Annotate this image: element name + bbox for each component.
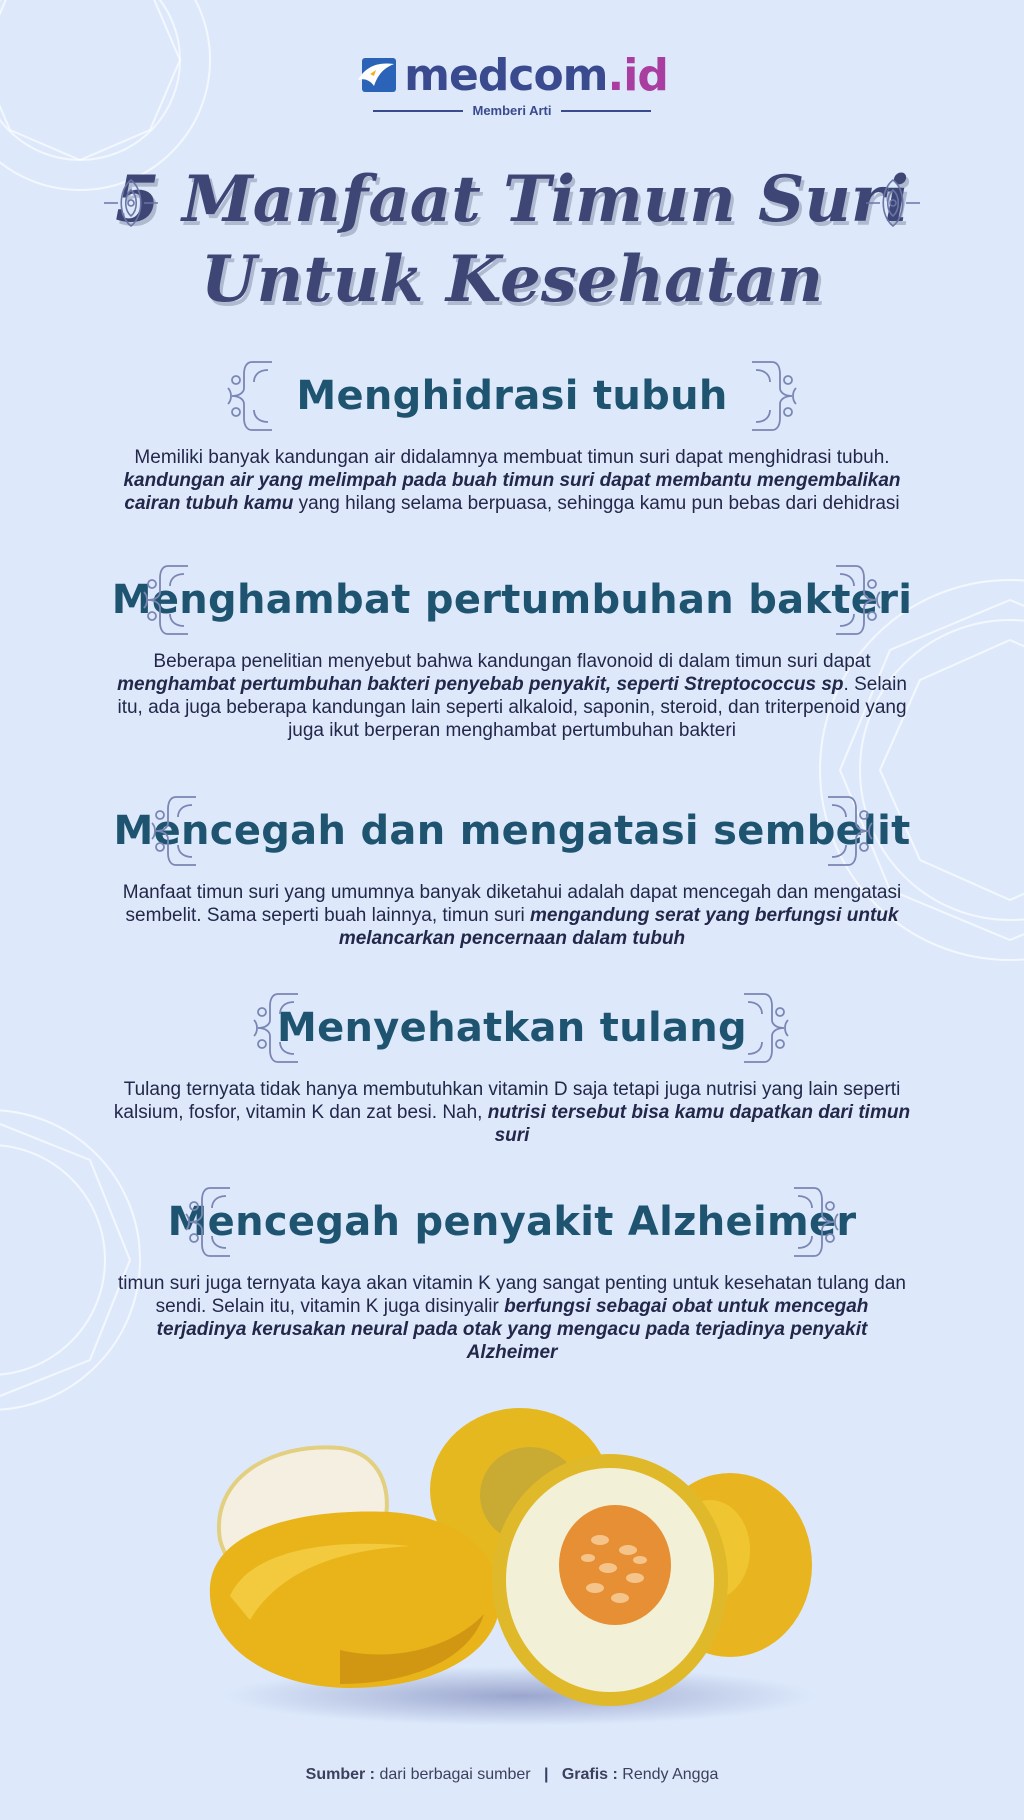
section-heading: Menghambat pertumbuhan bakteri <box>111 577 913 623</box>
body-text-fragment: Tulang ternyata tidak hanya membutuhkan vitamin D saja tetapi juga nutrisi yang lain seperti kalsium, fosfor, vitamin K dan zat besi. Nah, <box>113 1079 901 1123</box>
section-heading: Menyehatkan tulang <box>276 1005 747 1051</box>
graphic-value: Rendy Angga <box>622 1766 719 1783</box>
body-text-fragment: . Selain itu, ada juga beberapa kandungan lain seperti alkaloid, saponin, steroid, dan triterpenoid yang juga ikut berperan menghambat pertumbuhan bakteri <box>117 674 907 741</box>
bracket-ornament-right-icon <box>742 358 802 434</box>
section-constipation <box>0 791 1024 950</box>
title-line-2: Untuk Kesehatan <box>200 242 824 317</box>
section-hydration <box>0 356 1024 515</box>
bracket-ornament-right-icon <box>826 562 886 638</box>
ornament-icon <box>862 172 924 234</box>
graphic-label: Grafis : <box>561 1766 618 1783</box>
section-body <box>112 446 912 515</box>
section-alzheimer <box>0 1182 1024 1364</box>
emphasized-text: mengandung serat yang berfungsi untuk melancarkan pencernaan dalam tubuh <box>338 905 899 949</box>
main-title <box>0 160 1024 320</box>
bracket-ornament-left-icon <box>248 990 308 1066</box>
section-body <box>112 650 912 742</box>
body-text-fragment: timun suri juga ternyata kaya akan vitamin K yang sangat penting untuk kesehatan tulang dan sendi. Selain itu, vitamin K juga disinyalir <box>118 1273 906 1317</box>
brand-logo <box>0 50 1024 118</box>
bracket-ornament-left-icon <box>146 793 206 869</box>
footer-credits <box>0 1766 1024 1784</box>
section-body <box>112 881 912 950</box>
body-text-fragment: Manfaat timun suri yang umumnya banyak diketahui adalah dapat mencegah dan mengatasi sembelit. Sama seperti buah lainnya, timun suri <box>122 882 902 926</box>
section-heading: Mencegah penyakit Alzheimer <box>167 1199 857 1245</box>
section-antibacterial <box>0 560 1024 742</box>
section-heading: Menghidrasi tubuh <box>296 373 728 419</box>
emphasized-text: menghambat pertumbuhan bakteri penyebab penyakit, seperti Streptococcus sp <box>117 674 844 695</box>
section-body <box>112 1078 912 1147</box>
bracket-ornament-right-icon <box>784 1184 844 1260</box>
melon-illustration <box>190 1400 830 1730</box>
tagline-divider-right <box>561 110 651 112</box>
source-value: dari berbagai sumber <box>379 1766 531 1783</box>
emphasized-text: nutrisi tersebut bisa kamu dapatkan dari timun suri <box>487 1102 911 1146</box>
section-bones <box>0 988 1024 1147</box>
bracket-ornament-left-icon <box>180 1184 240 1260</box>
bracket-ornament-right-icon <box>734 990 794 1066</box>
bracket-ornament-left-icon <box>222 358 282 434</box>
tagline-divider-left <box>373 110 463 112</box>
brand-domain: .id <box>607 50 668 101</box>
bracket-ornament-right-icon <box>818 793 878 869</box>
section-body <box>112 1272 912 1364</box>
body-text-fragment: Beberapa penelitian menyebut bahwa kandungan flavonoid di dalam timun suri dapat <box>153 651 871 672</box>
bracket-ornament-left-icon <box>138 562 198 638</box>
footer-separator: | <box>543 1766 549 1783</box>
brand-name: medcom <box>404 50 608 101</box>
title-line-1: 5 Manfaat Timun Suri <box>115 162 909 237</box>
source-label: Sumber : <box>305 1766 375 1783</box>
body-text-fragment: Memiliki banyak kandungan air didalamnya membuat timun suri dapat menghidrasi tubuh. <box>134 447 890 468</box>
eagle-logo-icon <box>356 56 398 96</box>
emphasized-text: berfungsi sebagai obat untuk mencegah terjadinya kerusakan neural pada otak yang mengacu pada terjadinya penyakit Alzheimer <box>156 1296 869 1363</box>
body-text-fragment: yang hilang selama berpuasa, sehingga kamu pun bebas dari dehidrasi <box>293 493 900 514</box>
brand-tagline: Memberi Arti <box>472 103 552 118</box>
emphasized-text: kandungan air yang melimpah pada buah timun suri dapat membantu mengembalikan cairan tubuh kamu <box>123 470 901 514</box>
section-heading: Mencegah dan mengatasi sembelit <box>113 808 911 854</box>
ornament-icon <box>100 172 162 234</box>
